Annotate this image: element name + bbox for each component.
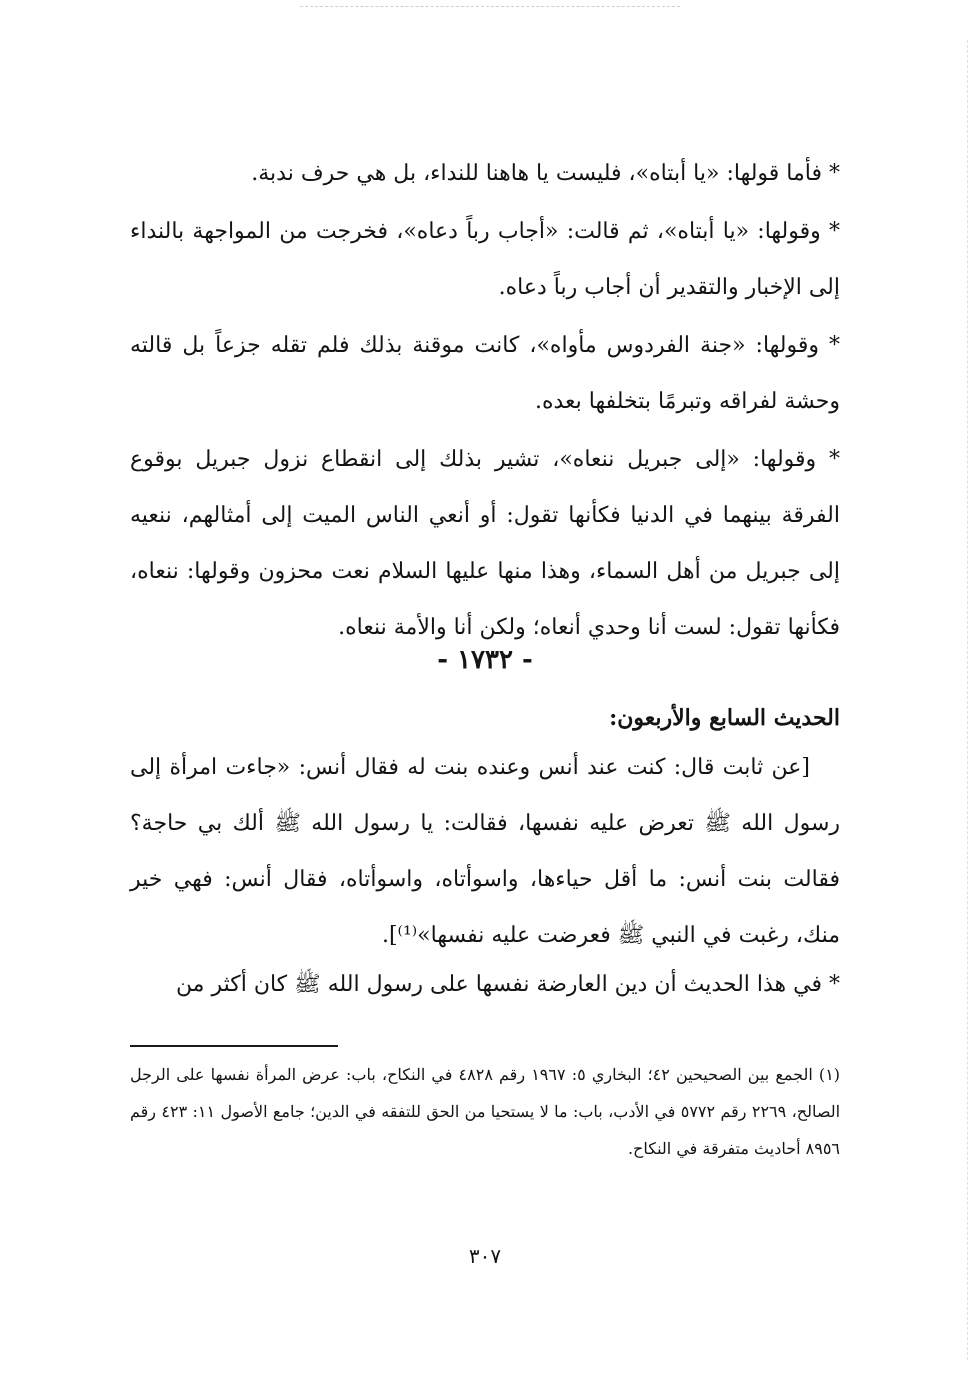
- paragraph-jibril: * وقولها: «إلى جبريل ننعاه»، تشير بذلك إلى انقطاع نزول جبريل بوقوع الفرقة بينهما في الدنيا فكأنها تقول: أو أنعي الناس الميت إلى أمثالهم، ننعيه إلى جبريل من أهل السماء، وهذا منها عليها السلام نعت محزون وقولها: ننعاه، فكأنها تقول: لست أنا وحدي أنعاه؛ ولكن أنا والأمة ننعاه.: [130, 447, 840, 640]
- page-number: ٣٠٧: [468, 1244, 502, 1268]
- hadith-heading: الحديث السابع والأربعون:: [609, 705, 840, 731]
- paragraph-commentary: * في هذا الحديث أن دين العارضة نفسها على رسول الله ﷺ كان أكثر من: [175, 972, 840, 997]
- footnote: (١) الجمع بين الصحيحين ٤٢؛ البخاري ٥: ١٩٦٧ رقم ٤٨٢٨ في النكاح، باب: عرض المرأة نفسها على الرجل الصالح، ٢٢٦٩ رقم ٥٧٧٢ في الأدب، باب: ما لا يستحيا من الحق للتفقه في الدين؛ جامع الأصول ١١: ٤٢٣ رقم ٨٩٥٦ أحاديث متفرقة في النكاح.: [130, 1065, 841, 1158]
- hadith-text-content: [عن ثابت قال: كنت عند أنس وعنده بنت له فقال أنس: «جاءت امرأة إلى رسول الله ﷺ تعرض عليه نفسها، فقالت: يا رسول الله ﷺ ألك بي حاجة؟فقالت بنت أنس: ما أقل حياءها، واسوأتاه، واسوأتاه، فقال أنس: فهي خير منك، رغبت في النبي ﷺ فعرضت عليه نفسها»⁽¹⁾].: [130, 755, 840, 948]
- footnote-divider: [130, 1045, 338, 1047]
- paragraph-nadba: * فأما قولها: «يا أبتاه»، فليست يا هاهنا للنداء، بل هي حرف ندبة.: [251, 161, 840, 186]
- page-body: [130, 0, 840, 1395]
- hadith-number: - ١٧٣٢ -: [437, 645, 533, 675]
- scan-edge-right: [967, 40, 969, 1360]
- paragraph-firdaws: * وقولها: «جنة الفردوس مأواه»، كانت موقنة بذلك فلم تقله جزعاً بل قالته وحشة لفراقه وتبرمًا بتخلفها بعده.: [130, 333, 840, 414]
- hadith-text: [130, 740, 840, 964]
- paragraph-ajaba: * وقولها: «يا أبتاه»، ثم قالت: «أجاب رباً دعاه»، فخرجت من المواجهة بالنداء إلى الإخبار والتقدير أن أجاب رباً دعاه.: [130, 219, 840, 300]
